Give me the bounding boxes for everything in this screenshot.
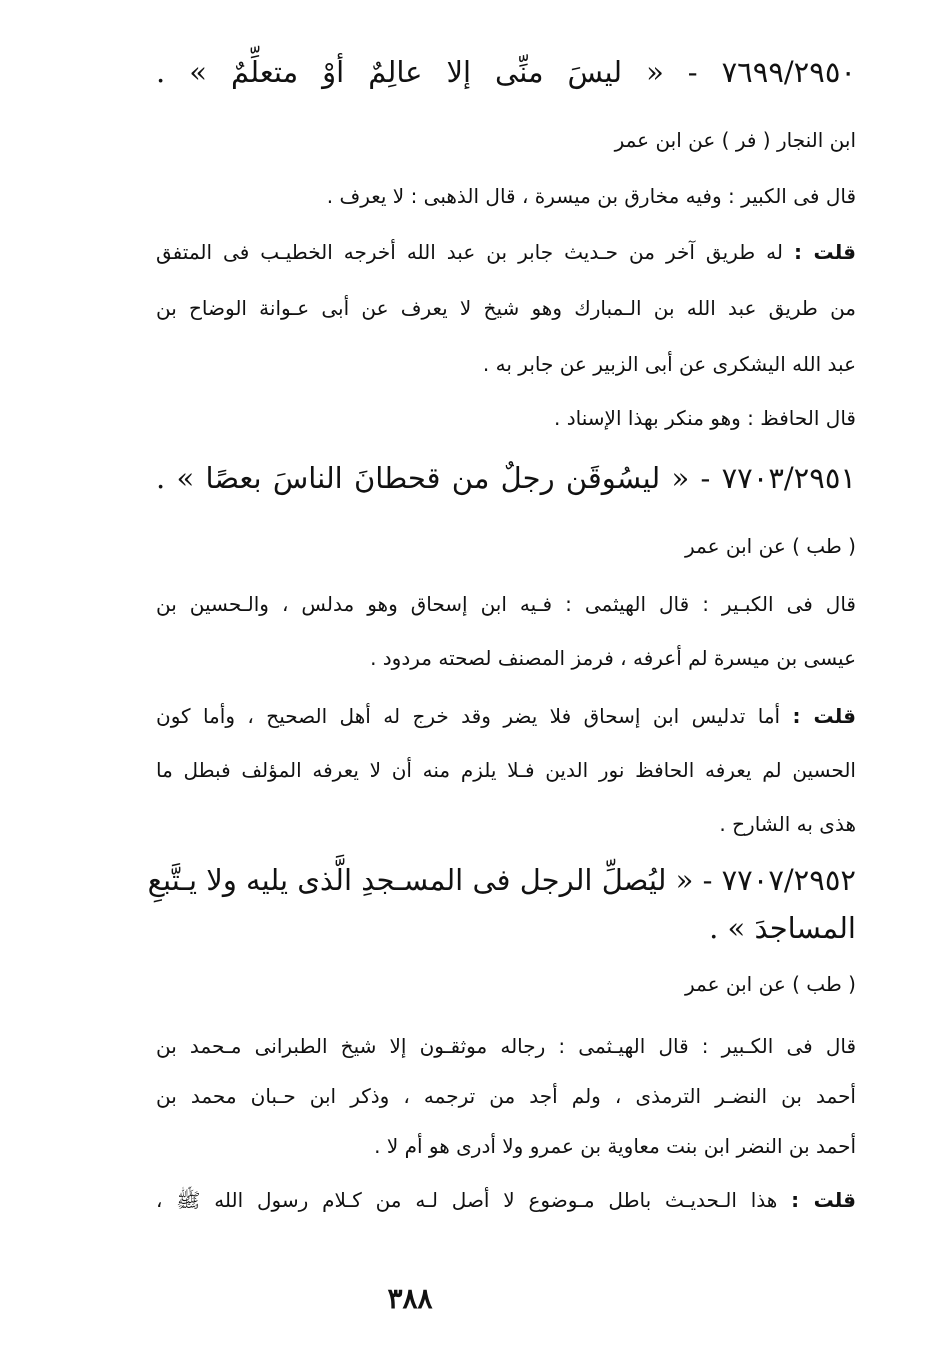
hadith-heading-2952: ٧٧٠٧/٢٩٥٢ - « ليُصلِّ الرجل فى المسـجدِ الَّذى يليه ولا يـتَّبعِ	[147, 863, 856, 897]
page-number: ٣٨٨	[387, 1282, 433, 1315]
commentary-line: عيسى بن ميسرة لم أعرفه ، فرمز المصنف لصحته مردود .	[370, 646, 856, 670]
note-text: أما تدليس ابن إسحاق فلا يضر وقد خرج له أهل الصحيح ، وأما كون	[156, 704, 781, 728]
note-label: قلت :	[793, 240, 856, 264]
commentary-line: قال فى الكـبير : قال الهيـثمى : رجاله موثقـون إلا شيخ الطبرانى مـحمد بن	[156, 1034, 856, 1058]
note-label: قلت :	[792, 704, 856, 728]
note-line	[156, 704, 856, 729]
note-line: عبد الله اليشكرى عن أبى الزبير عن جابر به .	[482, 352, 856, 376]
note-line: الحسين لم يعرفه الحافظ نور الدين فـلا يلزم منه أن لا يعرفه المؤلف فبطل ما	[156, 758, 856, 782]
commentary-line: قال فى الكبـير : قال الهيثمى : فـيه ابن إسحاق وهو مدلس ، والـحسين بن	[156, 592, 856, 616]
note-line: من طريق عبد الله بن الـمبارك وهو شيخ لا يعرف عن أبى عـوانة الوضاح بن	[156, 296, 856, 320]
note-line	[156, 1188, 856, 1213]
note-line	[156, 240, 856, 265]
commentary-line: قال فى الكبير : وفيه مخارق بن ميسرة ، قال الذهبى : لا يعرف .	[326, 184, 856, 208]
commentary-line: أحمد بن النضـر الترمذى ، ولم أجد من ترجمه ، وذكر ابن حـبان محمد بن	[156, 1084, 856, 1108]
note-line: هذى به الشارح .	[719, 812, 856, 836]
hafiz-comment: قال الحافظ : وهو منكر بهذا الإسناد .	[554, 406, 856, 430]
note-text: له طريق آخر من حـديث جابر بن عبد الله أخرجه الخطيـب فى المتفق	[156, 240, 783, 264]
hadith-source-2950: ابن النجار ( فر ) عن ابن عمر	[614, 128, 856, 152]
hadith-heading-2951: ٧٧٠٣/٢٩٥١ - « ليسُوقَن رجلٌ من قحطانَ الناسَ بعصًا » .	[156, 461, 856, 495]
hadith-source-2951: ( طب ) عن ابن عمر	[685, 534, 856, 558]
hadith-heading-2952-cont: المساجدَ » .	[709, 911, 856, 945]
commentary-line: أحمد بن النضر ابن بنت معاوية بن عمرو ولا أدرى هو أم لا .	[374, 1134, 856, 1158]
hadith-source-2952: ( طب ) عن ابن عمر	[685, 972, 856, 996]
note-text: هذا الـحديـث باطل مـوضوع لا أصل لـه من كـلام رسول الله ﷺ ،	[156, 1188, 778, 1212]
note-label: قلت :	[791, 1188, 857, 1212]
hadith-heading-2950: ٧٦٩٩/٢٩٥٠ - « ليسَ منِّى إلا عالِمٌ أوْ متعلِّمٌ » .	[156, 55, 856, 89]
